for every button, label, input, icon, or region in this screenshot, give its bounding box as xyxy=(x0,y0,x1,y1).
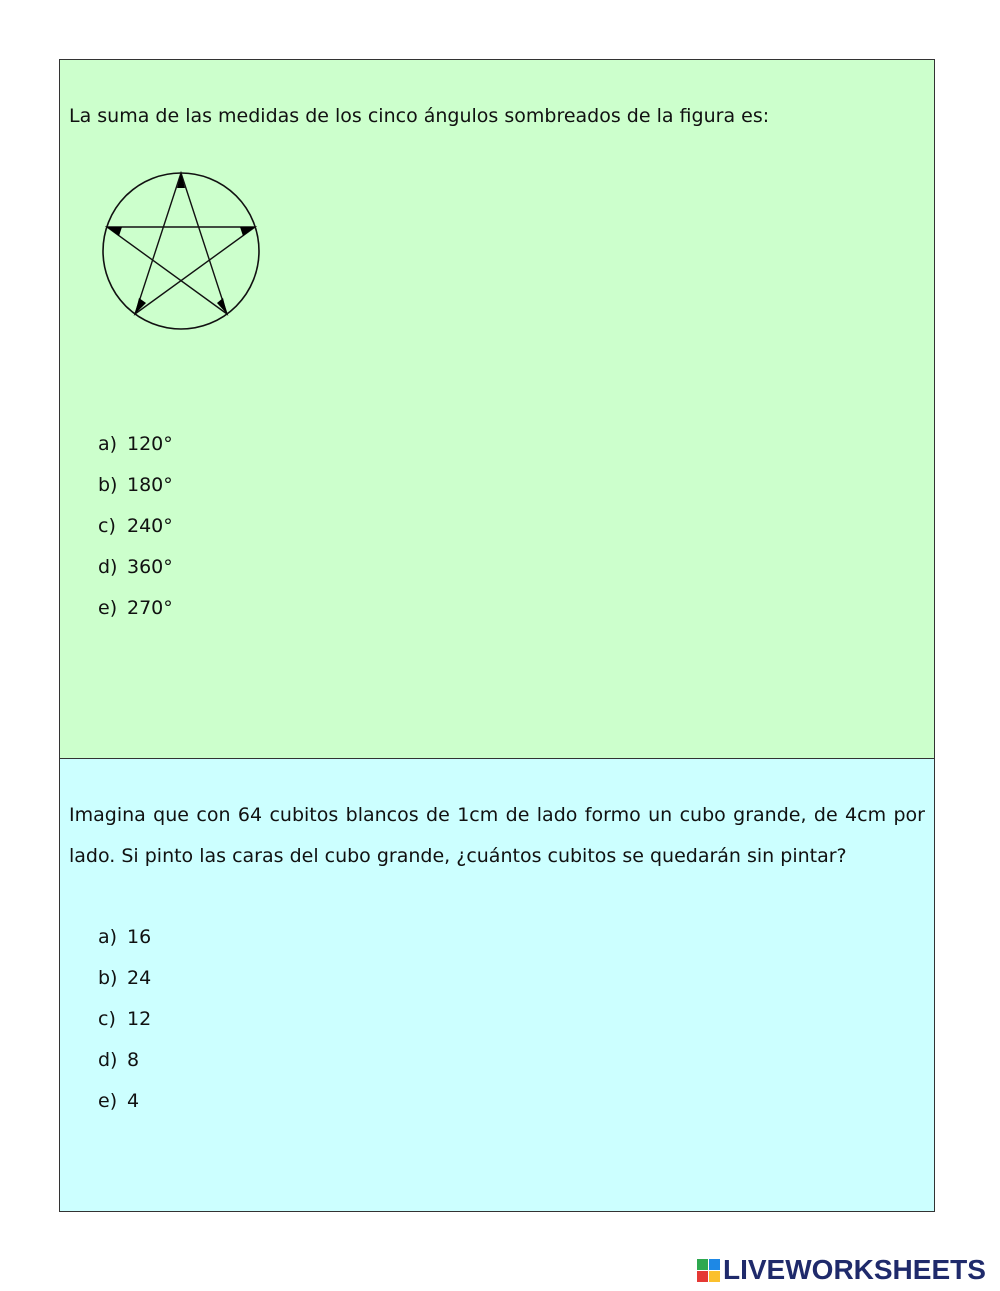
shaded-angle-bottom-left xyxy=(135,298,146,314)
logo-icon xyxy=(697,1257,721,1283)
option-b[interactable]: b) 180° xyxy=(98,474,173,496)
shaded-angle-left xyxy=(107,227,122,236)
option-d[interactable]: d) 360° xyxy=(98,556,173,578)
option-c[interactable]: c) 12 xyxy=(98,1008,152,1030)
option-d[interactable]: d) 8 xyxy=(98,1049,140,1071)
question-1-text: La suma de las medidas de los cinco ángulos sombreados de la figura es: xyxy=(69,105,770,127)
option-c[interactable]: c) 240° xyxy=(98,515,173,537)
shaded-angle-bottom-right xyxy=(217,298,227,314)
option-b[interactable]: b) 24 xyxy=(98,967,152,989)
question-1-panel xyxy=(59,59,935,759)
option-a[interactable]: a) 16 xyxy=(98,926,152,948)
question-1-options xyxy=(98,424,173,629)
option-e[interactable]: e) 270° xyxy=(98,597,173,619)
pentagram-in-circle-figure xyxy=(100,170,262,332)
shaded-angle-right xyxy=(240,227,255,236)
liveworksheets-logo[interactable] xyxy=(697,1254,986,1286)
option-a[interactable]: a) 120° xyxy=(98,433,173,455)
question-2-options xyxy=(98,917,151,1122)
logo-text: LIVEWORKSHEETS xyxy=(723,1254,986,1285)
question-2-text: Imagina que con 64 cubitos blancos de 1cm de lado formo un cubo grande, de 4cm por lado. Si pinto las caras del cubo grande, ¿cuántos cubitos se quedarán sin pintar? xyxy=(69,804,925,867)
question-2-panel xyxy=(59,758,935,1212)
option-e[interactable]: e) 4 xyxy=(98,1090,140,1112)
